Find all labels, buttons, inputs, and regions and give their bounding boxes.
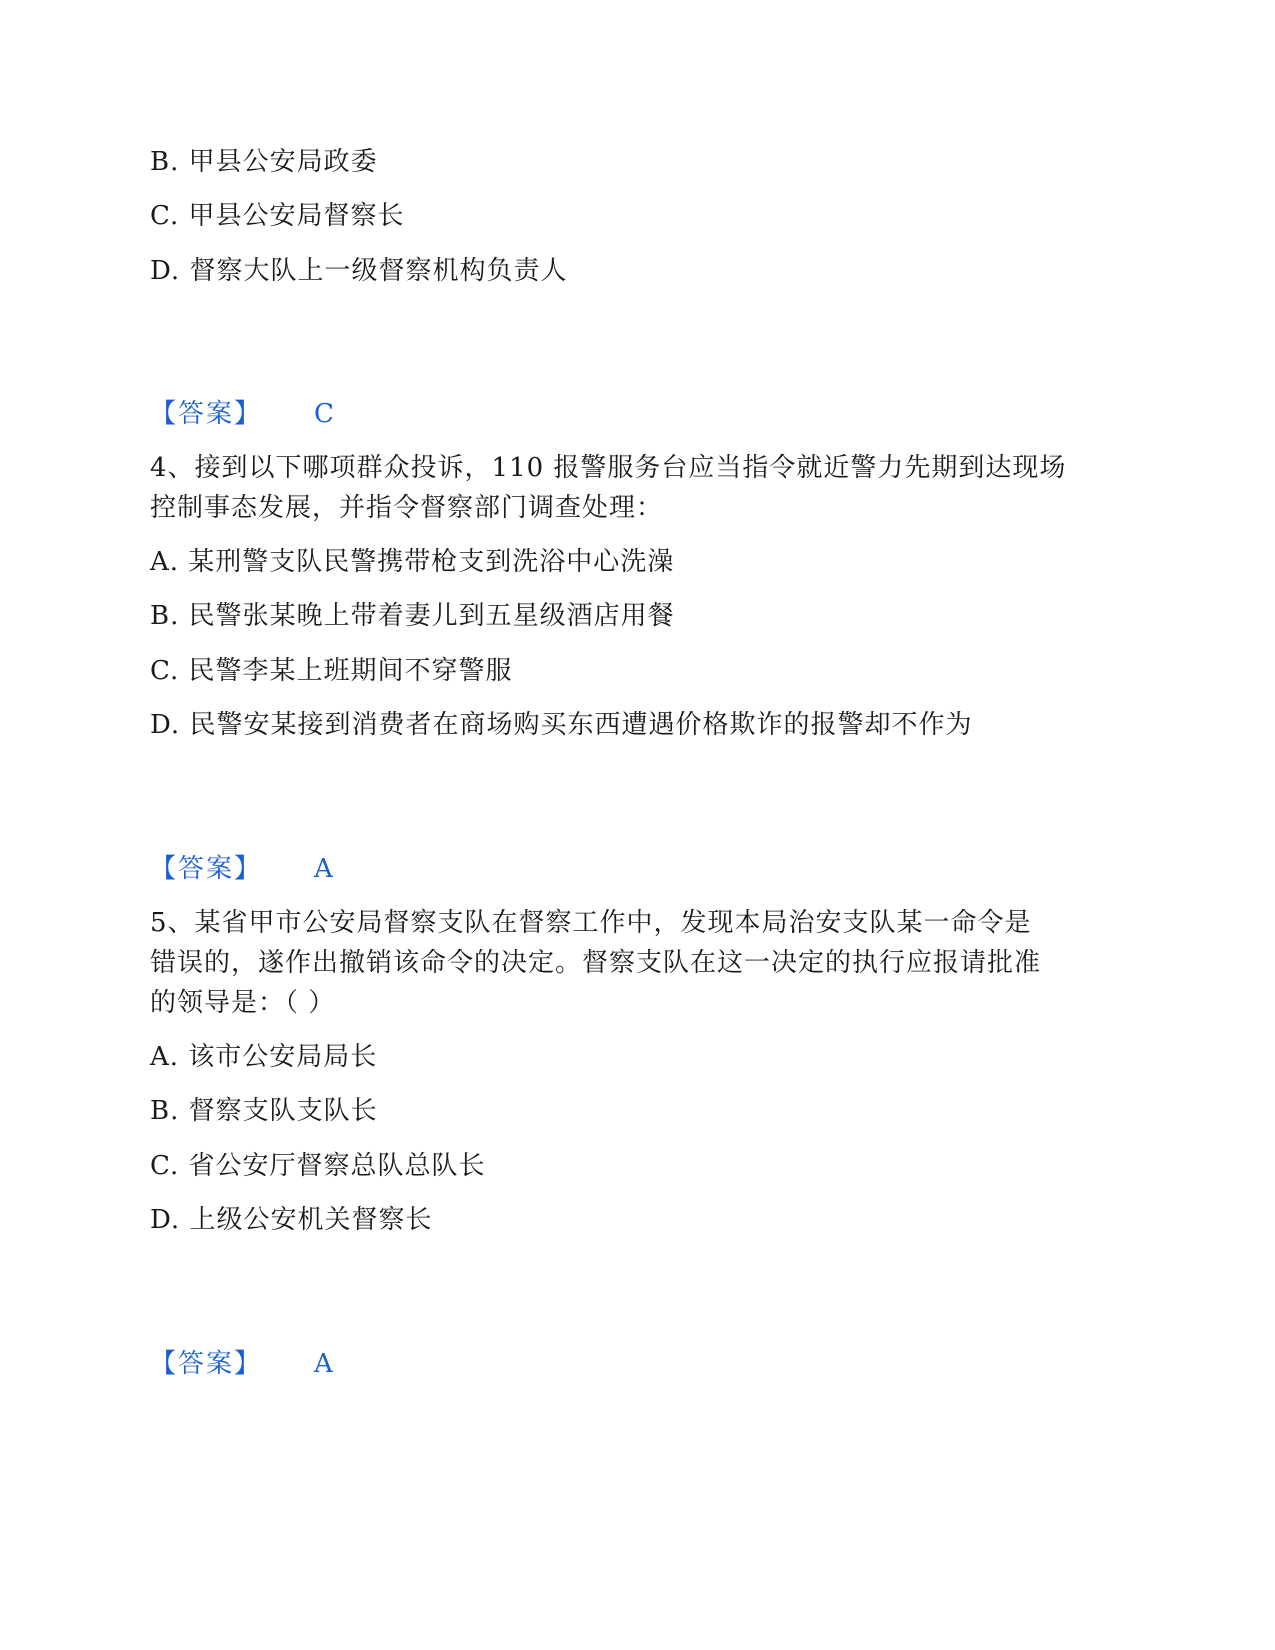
q4-answer: [150, 853, 333, 885]
q4-option-b: B. 民警张某晚上带着妻儿到五星级酒店用餐: [150, 601, 675, 631]
answer-value: C: [314, 399, 334, 429]
q4-option-d: D. 民警安某接到消费者在商场购买东西遭遇价格欺诈的报警却不作为: [150, 710, 973, 740]
q3-option-c: C. 甲县公安局督察长: [150, 201, 405, 231]
q5-stem-line-2: 错误的，遂作出撤销该命令的决定。督察支队在这一决定的执行应报请批准: [150, 948, 1042, 978]
q4-stem-line-1: 4、接到以下哪项群众投诉，110 报警服务台应当指令就近警力先期到达现场: [150, 453, 1067, 483]
answer-label: 【答案】: [150, 1349, 263, 1379]
answer-value: A: [314, 854, 333, 884]
q3-option-d: D. 督察大队上一级督察机构负责人: [150, 256, 568, 286]
q5-option-b: B. 督察支队支队长: [150, 1096, 378, 1126]
q5-stem-line-3: 的领导是：（ ）: [150, 988, 336, 1018]
q5-answer: [150, 1348, 333, 1380]
q5-stem-line-1: 5、某省甲市公安局督察支队在督察工作中，发现本局治安支队某一命令是: [150, 908, 1032, 938]
q3-answer: [150, 398, 334, 430]
q5-option-d: D. 上级公安机关督察长: [150, 1205, 433, 1235]
answer-label: 【答案】: [150, 399, 263, 429]
answer-value: A: [314, 1349, 333, 1379]
q4-stem-line-2: 控制事态发展，并指令督察部门调查处理：: [150, 493, 664, 523]
q5-option-c: C. 省公安厅督察总队总队长: [150, 1151, 486, 1181]
answer-label: 【答案】: [150, 854, 263, 884]
q4-option-c: C. 民警李某上班期间不穿警服: [150, 656, 513, 686]
q4-option-a: A. 某刑警支队民警携带枪支到洗浴中心洗澡: [150, 547, 675, 577]
q3-option-b: B. 甲县公安局政委: [150, 147, 378, 177]
q5-option-a: A. 该市公安局局长: [150, 1042, 378, 1072]
